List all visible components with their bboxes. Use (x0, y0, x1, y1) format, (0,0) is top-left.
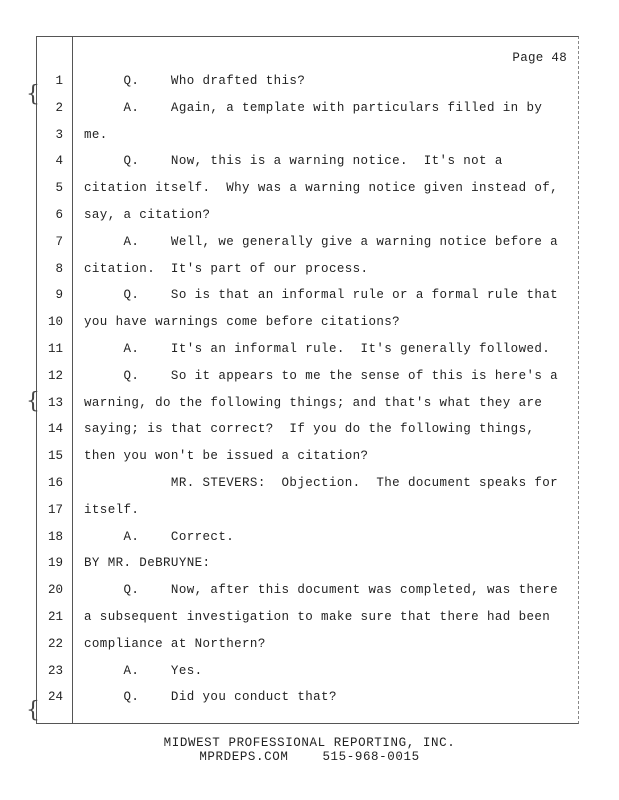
line-number: 7 (55, 234, 63, 249)
line-number: 3 (55, 127, 63, 142)
line-number: 13 (47, 395, 63, 410)
transcript-line (36, 658, 579, 685)
line-text: A. Well, we generally give a warning notice before a (84, 234, 559, 249)
line-text: say, a citation? (84, 207, 211, 222)
line-number: 16 (47, 475, 63, 490)
binding-hole-mark-middle: { (26, 389, 40, 414)
line-number: 18 (47, 529, 63, 544)
line-text: warning, do the following things; and that's what they are (84, 395, 543, 410)
transcript-line (36, 416, 579, 443)
line-text: A. Again, a template with particulars filled in by (84, 100, 543, 115)
line-number: 21 (47, 609, 63, 624)
line-number: 23 (47, 663, 63, 678)
footer-company: MIDWEST PROFESSIONAL REPORTING, INC. (163, 736, 456, 750)
binding-hole-mark-bottom: { (26, 698, 40, 723)
line-number: 4 (55, 154, 63, 169)
transcript-line (36, 309, 579, 336)
line-text: A. It's an informal rule. It's generally followed. (84, 341, 551, 356)
line-text: BY MR. DeBRUYNE: (84, 556, 211, 571)
line-text: you have warnings come before citations? (84, 315, 401, 330)
line-text: me. (84, 127, 108, 142)
line-text: A. Correct. (84, 529, 235, 544)
line-text: itself. (84, 502, 140, 517)
line-number: 24 (47, 690, 63, 705)
transcript-line (36, 684, 579, 711)
line-text: Q. So is that an informal rule or a formal rule that (84, 288, 559, 303)
transcript-line (36, 122, 579, 149)
transcript-line (36, 550, 579, 577)
transcript-line (36, 497, 579, 524)
line-text: citation itself. Why was a warning notice given instead of, (84, 181, 559, 196)
transcript-line (36, 336, 579, 363)
line-number: 8 (55, 261, 63, 276)
line-number: 10 (47, 315, 63, 330)
line-number: 5 (55, 181, 63, 196)
line-text: A. Yes. (84, 663, 203, 678)
line-number: 20 (47, 583, 63, 598)
transcript-body (36, 68, 579, 711)
transcript-line (36, 95, 579, 122)
footer-phone: 515-968-0015 (322, 750, 420, 764)
transcript-line (36, 524, 579, 551)
line-number: 14 (47, 422, 63, 437)
footer-contact (0, 750, 619, 764)
line-text: Q. Did you conduct that? (84, 690, 337, 705)
line-text: Q. So it appears to me the sense of this is here's a (84, 368, 559, 383)
line-text: Q. Now, this is a warning notice. It's not a (84, 154, 503, 169)
line-number: 2 (55, 100, 63, 115)
line-text: citation. It's part of our process. (84, 261, 369, 276)
line-text: then you won't be issued a citation? (84, 449, 369, 464)
line-number: 15 (47, 449, 63, 464)
transcript-line (36, 148, 579, 175)
line-text: a subsequent investigation to make sure that there had been (84, 609, 551, 624)
line-number: 6 (55, 207, 63, 222)
transcript-line (36, 604, 579, 631)
transcript-line (36, 68, 579, 95)
transcript-line (36, 229, 579, 256)
transcript-line (36, 363, 579, 390)
line-text: saying; is that correct? If you do the following things, (84, 422, 535, 437)
line-number: 1 (55, 74, 63, 88)
transcript-line (36, 175, 579, 202)
transcript-line (36, 256, 579, 283)
line-number: 17 (47, 502, 63, 517)
line-number: 12 (47, 368, 63, 383)
line-number: 11 (47, 341, 63, 356)
transcript-line (36, 390, 579, 417)
line-text: Q. Now, after this document was completed, was there (84, 583, 559, 598)
transcript-line (36, 631, 579, 658)
page-number: Page 48 (512, 51, 567, 65)
footer-website: MPRDEPS.COM (199, 750, 289, 764)
transcript-line (36, 470, 579, 497)
line-number: 22 (47, 636, 63, 651)
line-text: Q. Who drafted this? (84, 74, 306, 88)
transcript-line (36, 577, 579, 604)
line-number: 19 (47, 556, 63, 571)
binding-hole-mark-top: { (26, 82, 40, 107)
transcript-line (36, 443, 579, 470)
line-number: 9 (55, 288, 63, 303)
transcript-line (36, 202, 579, 229)
line-text: compliance at Northern? (84, 636, 266, 651)
transcript-line (36, 282, 579, 309)
line-text: MR. STEVERS: Objection. The document speaks for (84, 475, 559, 490)
